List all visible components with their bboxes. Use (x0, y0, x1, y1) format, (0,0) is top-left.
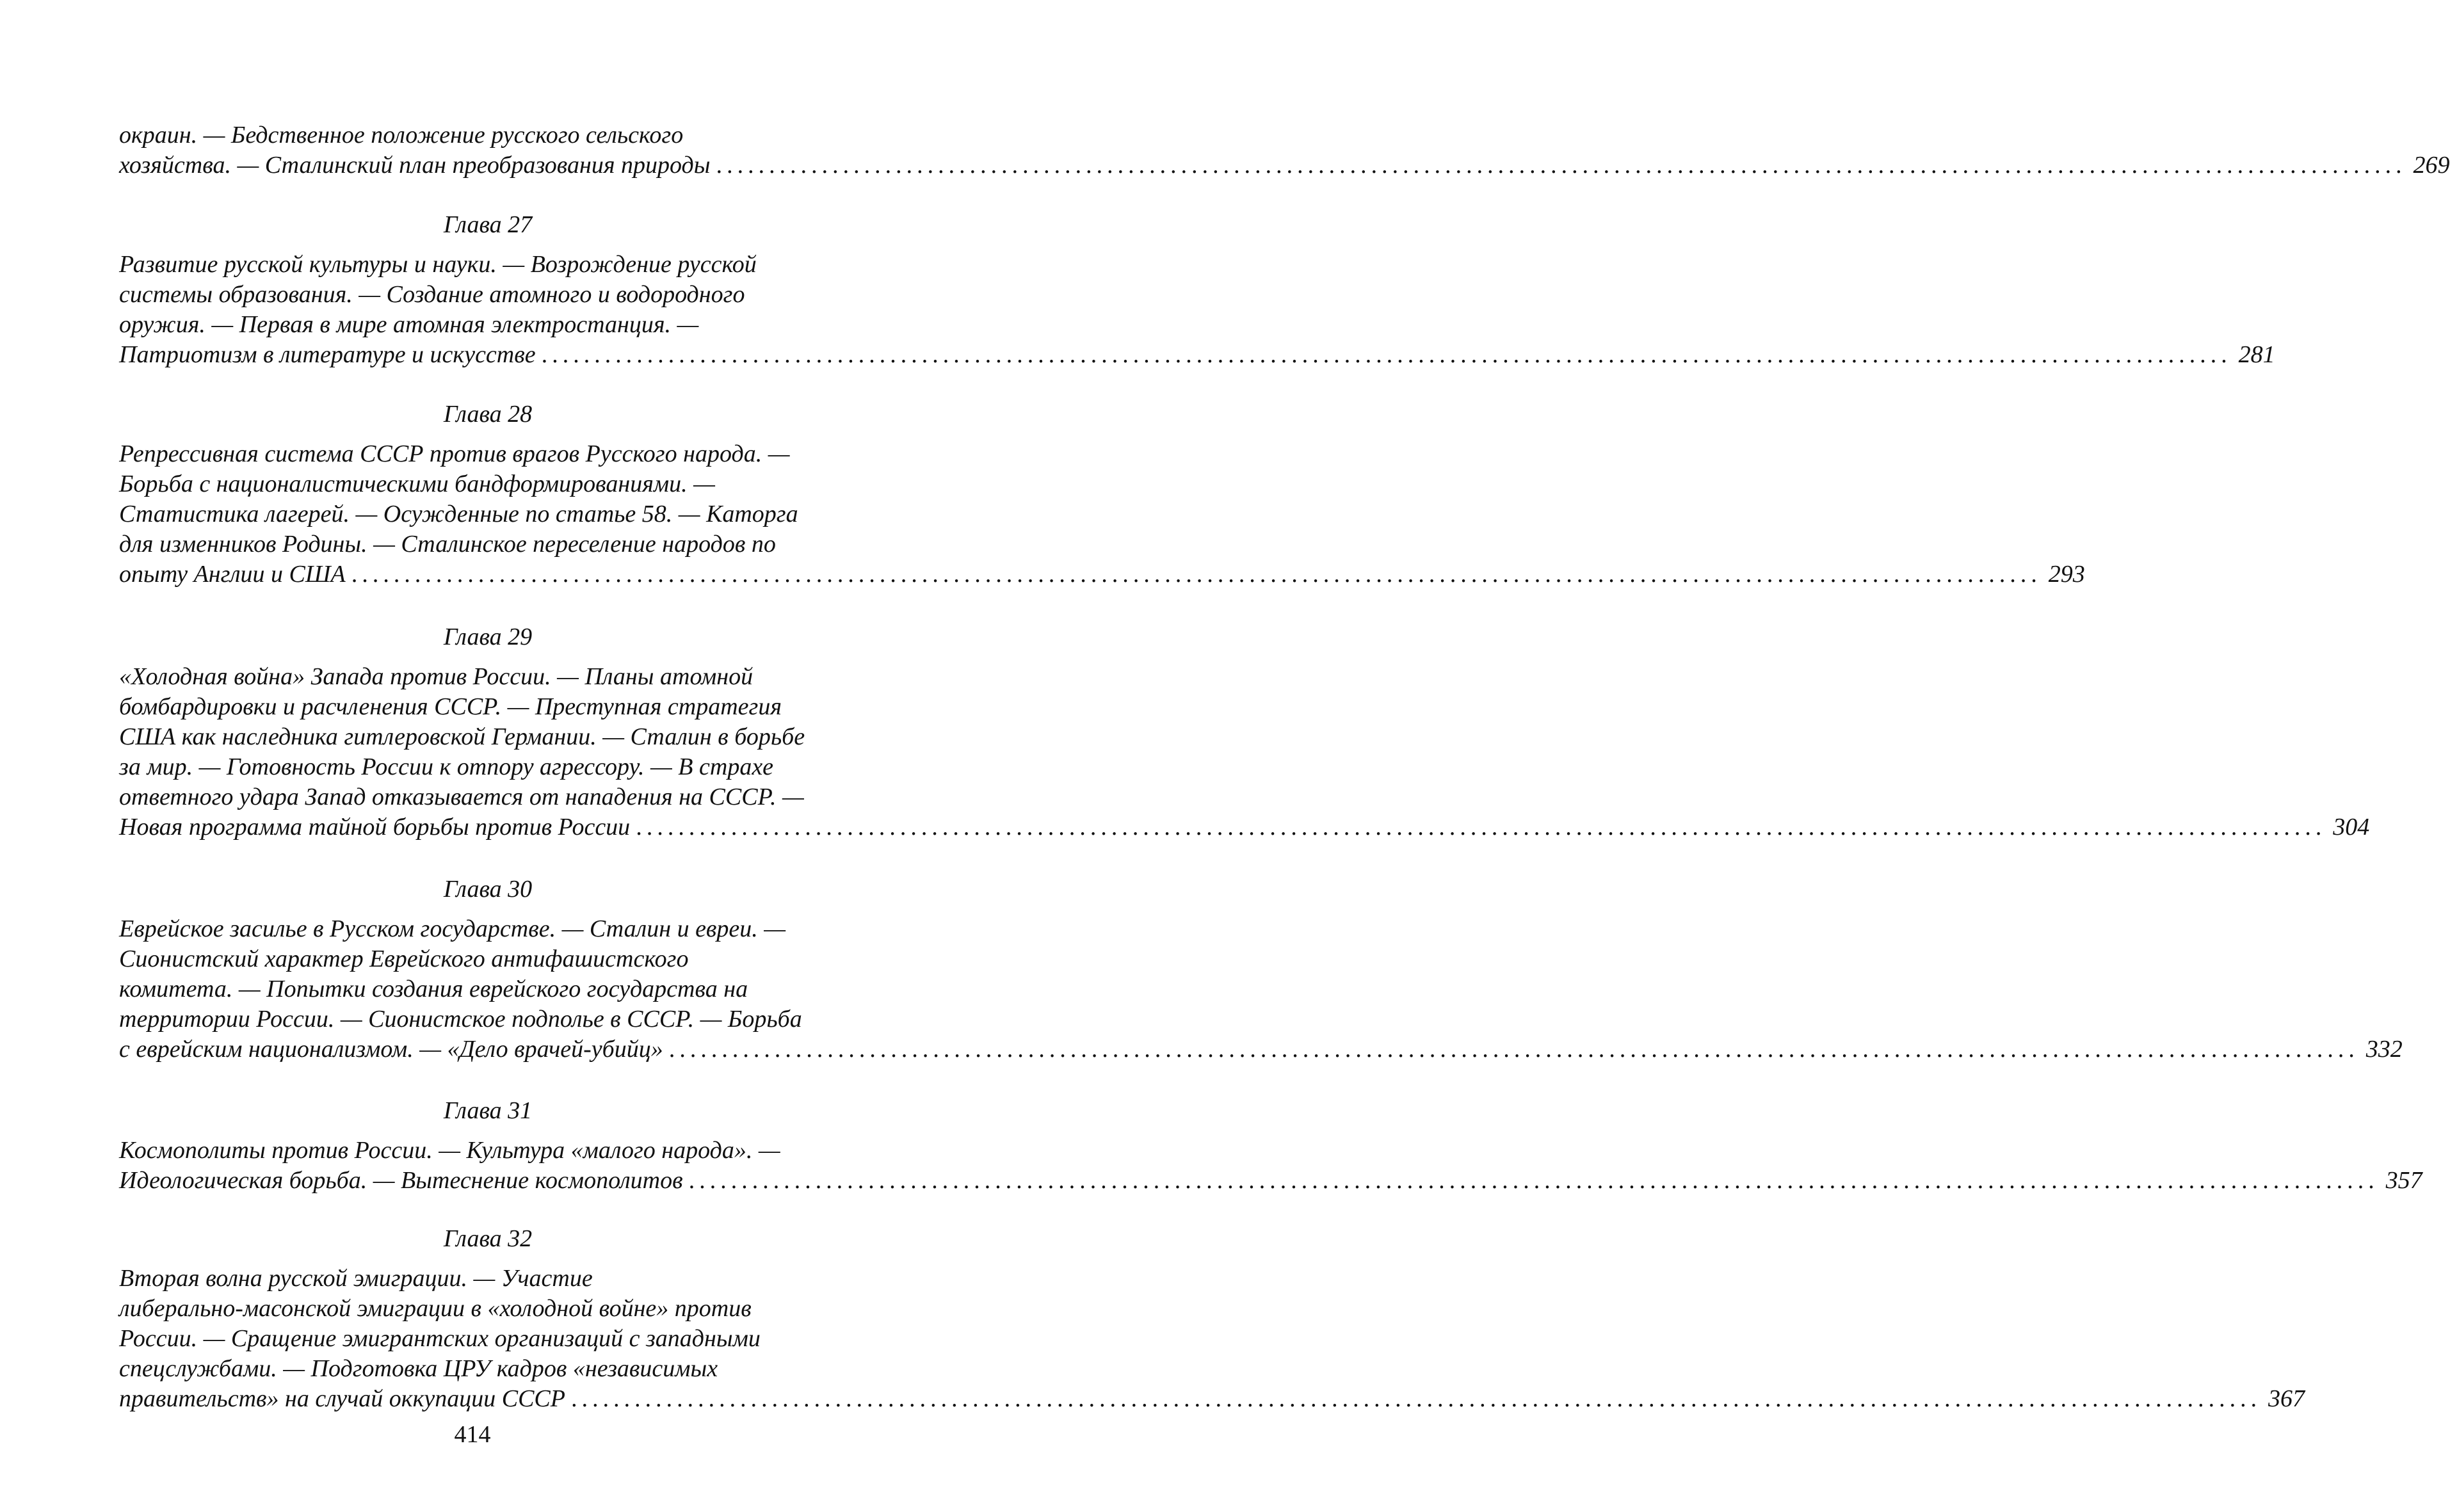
entry-line: системы образования. — Создание атомного и водородного (119, 281, 745, 308)
page-number: 414 (454, 1421, 491, 1448)
entry-line: ответного удара Запад отказывается от нападения на СССР. — (119, 784, 804, 810)
entry-last-text: правительств» на случай оккупации СССР (119, 1385, 565, 1412)
toc-entry (119, 662, 2370, 842)
entry-line: Статистика лагерей. — Осужденные по статье 58. — Каторга (119, 501, 798, 527)
chapter-heading: Глава 32 (443, 1225, 533, 1252)
entry-line: Космополиты против России. — Культура «малого народа». — (119, 1137, 780, 1164)
entry-line: бомбардировки и расчленения СССР. — Преступная стратегия (119, 693, 782, 720)
entry-last-line (119, 559, 2085, 590)
chapter-heading: Глава 30 (443, 876, 533, 903)
toc-entry (119, 914, 2403, 1065)
leader-dots: ................................................................................................................................................................ (689, 1167, 2380, 1194)
chapter-heading: Глава 27 (443, 211, 533, 238)
toc-entry (119, 120, 2450, 181)
entry-line: спецслужбами. — Подготовка ЦРУ кадров «независимых (119, 1355, 718, 1382)
entry-line: Развитие русской культуры и науки. — Возрождение русской (119, 251, 757, 278)
leader-dots: ................................................................................................................................................................ (351, 561, 2042, 588)
entry-line: России. — Сращение эмигрантских организаций с западными (119, 1325, 761, 1352)
entry-last-text: с еврейским национализмом. — «Дело врачей-убийц» (119, 1036, 663, 1063)
entry-line: окраин. — Бедственное положение русского сельского (119, 122, 684, 149)
entry-line: Еврейское засилье в Русском государстве. — Сталин и евреи. — (119, 915, 786, 942)
leader-dots: ................................................................................................................................................................ (669, 1036, 2360, 1063)
entry-last-line (119, 812, 2370, 842)
entry-page-number: 367 (2268, 1385, 2305, 1412)
entry-last-text: хозяйства. — Сталинский план преобразования природы (119, 152, 711, 179)
toc-entry (119, 1136, 2422, 1196)
entry-last-line (119, 1034, 2403, 1065)
entry-last-text: опыту Англии и США (119, 561, 346, 588)
entry-line: Борьба с националистическими бандформированиями. — (119, 470, 715, 497)
entry-line: Вторая волна русской эмиграции. — Участие (119, 1265, 593, 1292)
entry-last-line (119, 1166, 2422, 1196)
entry-line: для изменников Родины. — Сталинское переселение народов по (119, 531, 776, 558)
leader-dots: ................................................................................................................................................................ (542, 341, 2232, 368)
toc-entry (119, 439, 2085, 590)
leader-dots: ................................................................................................................................................................ (571, 1385, 2262, 1412)
entry-last-text: Идеологическая борьба. — Вытеснение космополитов (119, 1167, 683, 1194)
entry-last-line (119, 340, 2275, 370)
entry-last-line (119, 150, 2450, 181)
entry-last-text: Новая программа тайной борьбы против России (119, 814, 631, 840)
entry-last-line (119, 1384, 2305, 1414)
entry-line: США как наследника гитлеровской Германии. — Сталин в борьбе (119, 723, 805, 750)
toc-entry (119, 250, 2275, 370)
entry-page-number: 357 (2385, 1167, 2422, 1194)
entry-page-number: 269 (2413, 152, 2450, 179)
entry-line: оружия. — Первая в мире атомная электростанция. — (119, 311, 699, 338)
entry-line: за мир. — Готовность России к отпору агрессору. — В страхе (119, 753, 774, 780)
entry-last-text: Патриотизм в литературе и искусстве (119, 341, 536, 368)
toc-entry (119, 1264, 2305, 1414)
entry-page-number: 304 (2333, 814, 2370, 840)
entry-line: либерально-масонской эмиграции в «холодной войне» против (119, 1295, 752, 1322)
entry-page-number: 332 (2365, 1036, 2403, 1063)
leader-dots: ................................................................................................................................................................ (716, 152, 2407, 179)
entry-line: «Холодная война» Запада против России. — Планы атомной (119, 663, 754, 690)
entry-line: Репрессивная система СССР против врагов Русского народа. — (119, 440, 790, 467)
entry-page-number: 281 (2238, 341, 2275, 368)
entry-line: комитета. — Попытки создания еврейского государства на (119, 976, 748, 1002)
chapter-heading: Глава 31 (443, 1097, 533, 1124)
chapter-heading: Глава 28 (443, 401, 533, 428)
entry-line: Сионистский характер Еврейского антифашистского (119, 945, 689, 972)
leader-dots: ................................................................................................................................................................ (636, 814, 2327, 840)
entry-page-number: 293 (2048, 561, 2085, 588)
chapter-heading: Глава 29 (443, 623, 533, 650)
entry-line: территории России. — Сионистское подполье в СССР. — Борьба (119, 1006, 802, 1033)
